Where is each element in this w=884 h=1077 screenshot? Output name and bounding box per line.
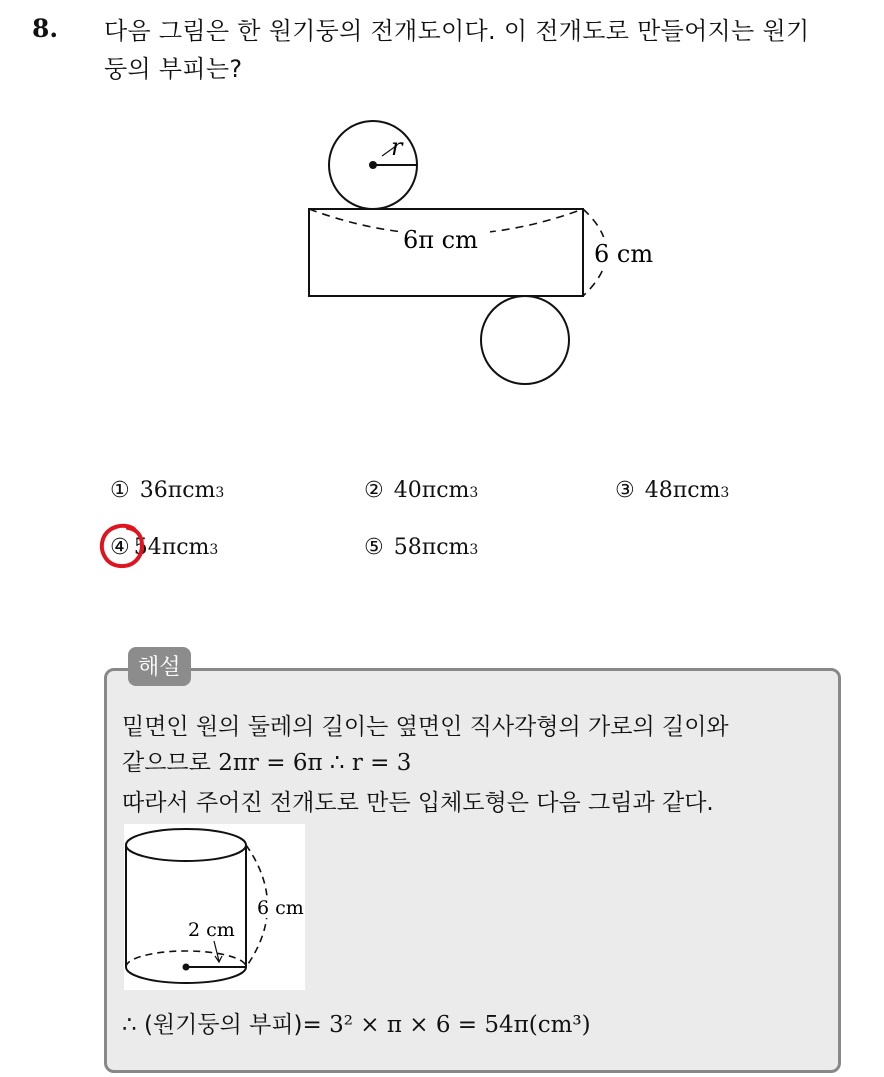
solution-conclusion [122, 1006, 591, 1039]
solution-tag: 해설 [128, 647, 191, 686]
choice-3-value: 48πcm [644, 478, 721, 503]
choice-5-value: 58πcm [393, 535, 470, 560]
net-height-label: 6 cm [594, 240, 654, 268]
choice-5-exp: 3 [469, 542, 479, 558]
choice-5-mark: ⑤ [364, 535, 384, 560]
solution-conclusion-prefix: ∴ (원기둥의 부피) [122, 1012, 303, 1038]
solution-line2 [122, 744, 411, 777]
solution-line1: 밑면인 원의 둘레의 길이는 옆면인 직사각형의 가로의 길이와 [122, 714, 729, 740]
choice-2[interactable] [364, 478, 478, 503]
choice-5[interactable] [364, 535, 478, 560]
choice-1[interactable] [110, 478, 224, 503]
cylinder-height-label: 6 cm [257, 897, 304, 919]
question-text-line1: 다음 그림은 한 원기둥의 전개도이다. 이 전개도로 만들어지는 원기 [104, 17, 810, 45]
answer-circle-stroke [102, 526, 142, 566]
choice-4-value: 54πcm [133, 535, 210, 560]
net-radius-label: r [391, 133, 403, 161]
choice-2-exp: 3 [469, 485, 479, 501]
choice-3-mark: ③ [615, 478, 635, 503]
solution-line3: 따라서 주어진 전개도로 만든 입체도형은 다음 그림과 같다. [122, 790, 714, 816]
question-text-line2: 둥의 부피는? [104, 55, 243, 83]
choice-4-mark: ④ [110, 535, 130, 560]
solution-line2-text: 같으므로 [122, 750, 211, 776]
question-text [104, 12, 864, 88]
cylinder-top-ellipse [126, 829, 246, 861]
question-number: 8. [32, 14, 59, 43]
choice-1-value: 36πcm [139, 478, 216, 503]
cylinder-figure [124, 824, 305, 990]
choice-1-exp: 3 [215, 485, 225, 501]
solution-conclusion-math: = 3² × π × 6 = 54π(cm³) [302, 1012, 591, 1038]
choice-2-value: 40πcm [393, 478, 470, 503]
choice-4-exp: 3 [209, 542, 219, 558]
choice-1-mark: ① [110, 478, 130, 503]
choice-3-exp: 3 [720, 485, 730, 501]
cylinder-radius-label: 2 cm [188, 919, 235, 941]
net-bottom-circle [481, 296, 569, 384]
choice-3[interactable] [615, 478, 729, 503]
solution-line2-math: 2πr = 6π ∴ r = 3 [218, 750, 412, 776]
choice-2-mark: ② [364, 478, 384, 503]
cylinder-net-figure [290, 120, 670, 400]
answer-circle-mark [98, 521, 148, 571]
net-width-label: 6π cm [403, 226, 478, 254]
